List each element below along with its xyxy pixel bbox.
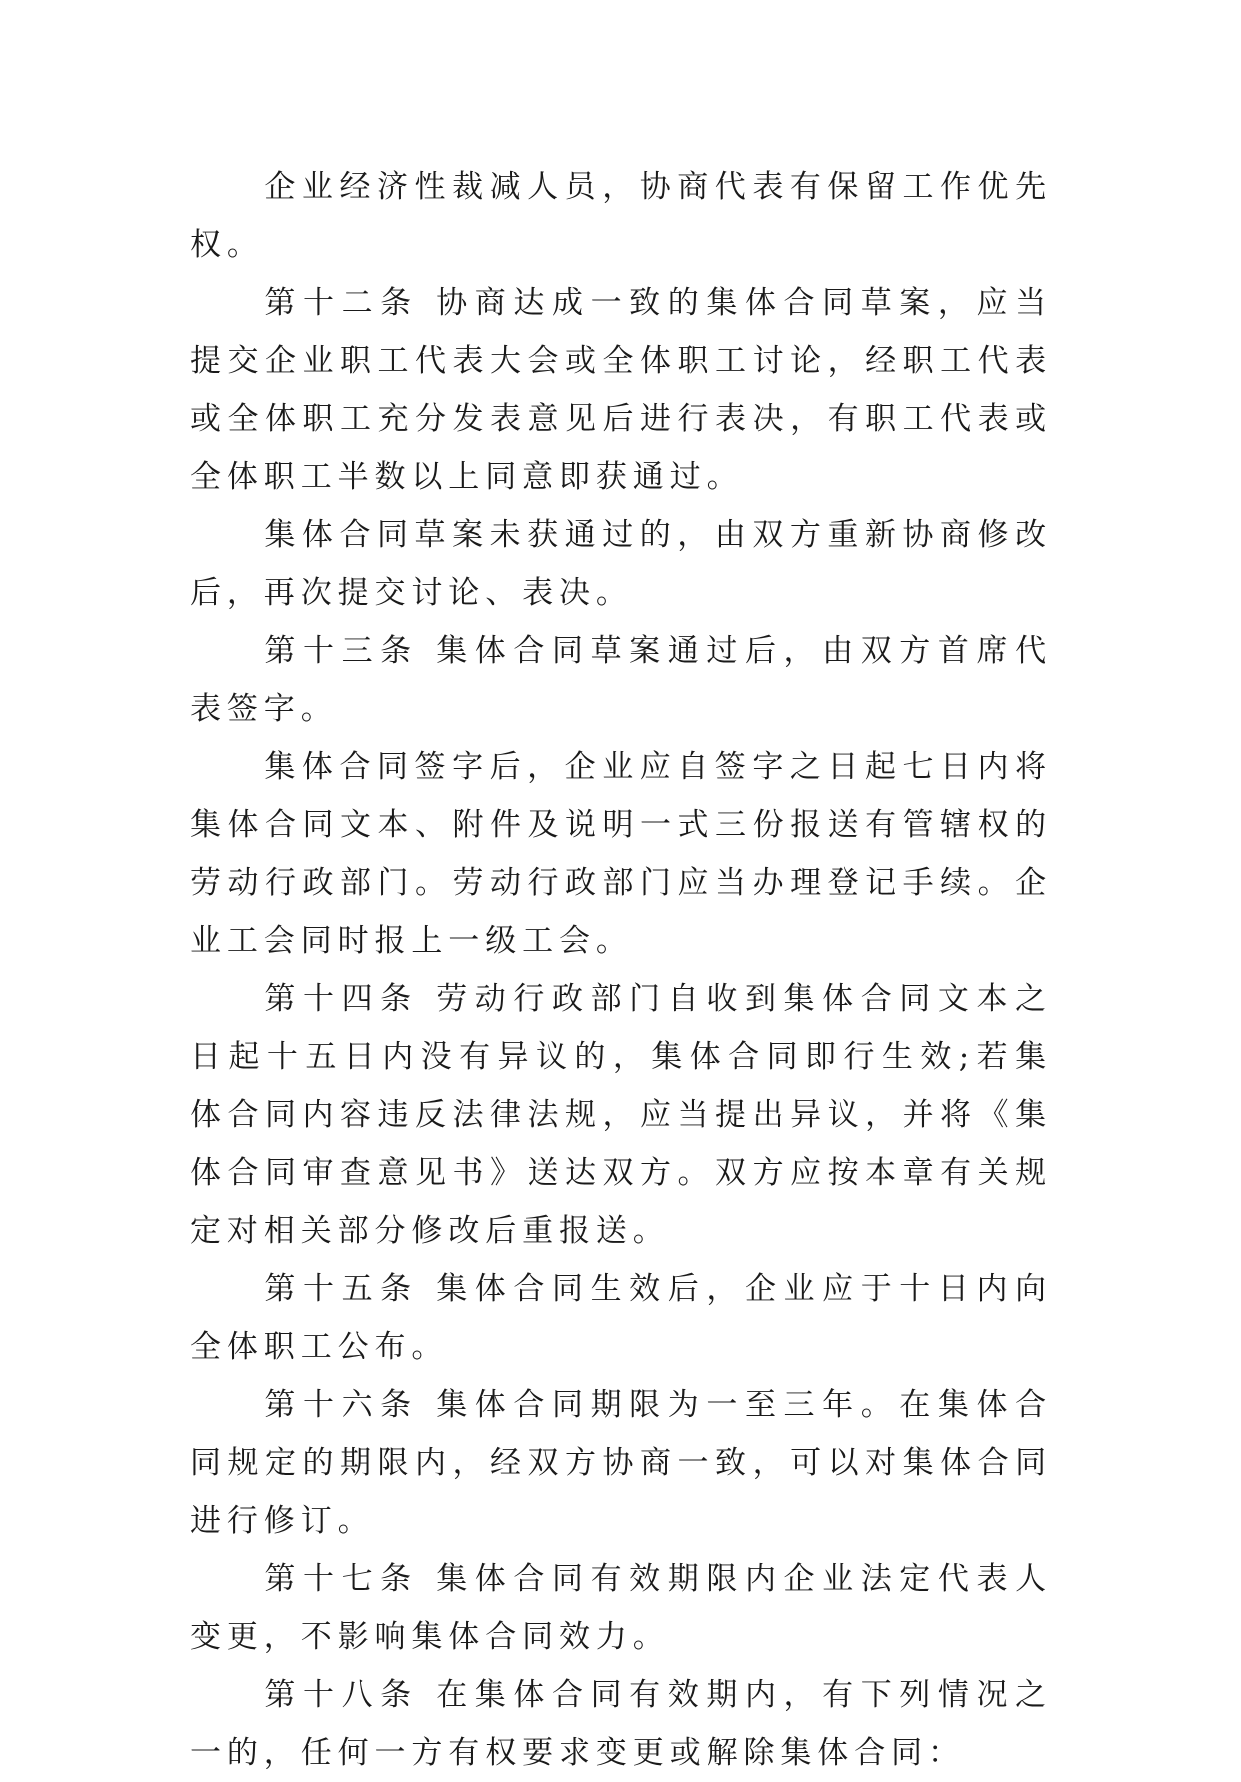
paragraph-article-12: 第十二条 协商达成一致的集体合同草案，应当提交企业职工代表大会或全体职工讨论，经职工代表或全体职工充分发表意见后进行表决，有职工代表或全体职工半数以上同意即获通过。	[190, 285, 1052, 495]
paragraph-article-17: 第十七条 集体合同有效期限内企业法定代表人变更，不影响集体合同效力。	[190, 1561, 1052, 1655]
paragraph-article-16: 第十六条 集体合同期限为一至三年。在集体合同规定的期限内，经双方协商一致，可以对集体合同进行修订。	[190, 1387, 1052, 1539]
paragraph-article-15: 第十五条 集体合同生效后，企业应于十日内向全体职工公布。	[190, 1271, 1052, 1365]
paragraph-article-13: 第十三条 集体合同草案通过后，由双方首席代表签字。	[190, 633, 1052, 727]
paragraph-3: 集体合同草案未获通过的，由双方重新协商修改后，再次提交讨论、表决。	[190, 517, 1052, 611]
paragraph-5: 集体合同签字后，企业应自签字之日起七日内将集体合同文本、附件及说明一式三份报送有管辖权的劳动行政部门。劳动行政部门应当办理登记手续。企业工会同时报上一级工会。	[190, 749, 1052, 959]
paragraph-article-18: 第十八条 在集体合同有效期内，有下列情况之一的，任何一方有权要求变更或解除集体合同：	[190, 1677, 1052, 1771]
paragraph-1: 企业经济性裁减人员，协商代表有保留工作优先权。	[190, 169, 1052, 263]
paragraph-article-14: 第十四条 劳动行政部门自收到集体合同文本之日起十五日内没有异议的，集体合同即行生效;若集体合同内容违反法律法规，应当提出异议，并将《集体合同审查意见书》送达双方。双方应按本章有关规定对相关部分修改后重报送。	[190, 981, 1052, 1249]
document-body	[190, 158, 1052, 1782]
